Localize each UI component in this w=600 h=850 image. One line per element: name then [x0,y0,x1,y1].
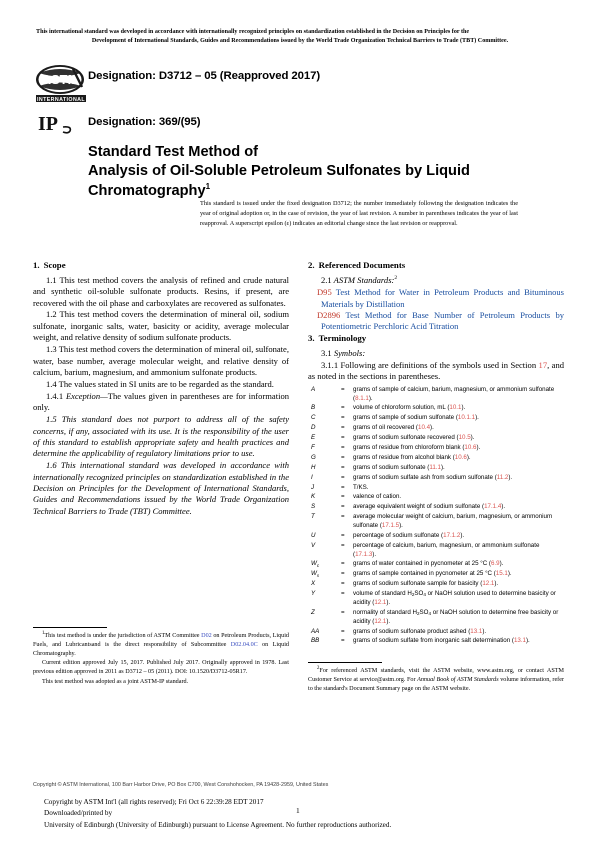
referenced-document-link[interactable] [308,310,564,333]
license-block [44,797,544,831]
symbols-intro-text-b: , and as noted in the sections in parentheses. [308,359,565,382]
symbol-equals-sign: = [341,463,345,471]
title-line-2: Analysis of Oil-Soluble Petroleum Sulfonates by Liquid [88,163,470,180]
wto-header-note [36,28,564,47]
symbol-name: $W_s$ [311,570,320,578]
symbol-definition: valence of cation. [353,493,402,501]
footnote-rule [308,662,382,663]
astm-standards-subheading [308,275,564,286]
symbol-equals-sign: = [341,503,345,511]
footnote-1-text-b: on Petroleum Products, Liquid Fuels, and Lubricantsand is the direct responsibility of Subcommittee [33,633,289,649]
symbol-equals-sign: = [341,570,345,578]
symbol-equals-sign: = [341,637,345,645]
symbol-subscript: c [316,562,320,568]
section-number-referenced-documents: 2. [308,260,315,270]
exception-text: The values given in parentheses are for information only. [33,390,289,413]
copyright-notice: Copyright © ASTM International, 100 Barr Harbor Drive, PO Box C700, West Conshohocken, PA 19428-2959, United States [33,782,329,788]
ip-logo-icon [36,110,80,136]
symbol-row [308,590,564,609]
symbol-definition: grams of sodium sulfate ash from sodium sulfonate (11.2). [353,473,513,481]
page-title [88,143,518,201]
astm-logo-wordmark: INTERNATIONAL [36,96,86,103]
footnote-1 [33,632,289,659]
section-cross-reference[interactable]: 12.1 [482,580,495,588]
referenced-document-link[interactable] [308,287,564,310]
symbol-row [308,414,564,424]
license-line-1: Copyright by ASTM Int'l (all rights reserved); Fri Oct 6 22:39:28 EDT 2017 [44,798,264,806]
annual-book-title: Annual Book of ASTM Standards [417,677,499,684]
symbol-row [308,434,564,444]
symbol-definition: grams of sodium sulfonate sample for basicity (12.1). [353,580,499,588]
symbol-equals-sign: = [341,424,345,432]
section-title-terminology: Terminology [318,332,367,343]
symbol-row [308,503,564,513]
referenced-document-code[interactable]: D2896 [317,309,341,320]
section-cross-reference[interactable]: 17.1.5 [381,522,400,529]
symbol-definition: volume of chloroform solution, mL (10.1). [353,404,466,412]
symbol-definition: T/KS. [353,483,369,491]
symbol-name: BB [311,637,320,645]
symbol-row [308,464,564,474]
paragraph-1-2: 1.2 This test method covers the determination of mineral oil, sodium sulfonate, inorganic salts, water, basicity or acidity, average molecular weight, and relative density of sodium sulfonate products. [33,309,289,343]
license-line-2: Downloaded/printed by [44,809,113,818]
paragraph-1-4-1-number: 1.4.1 [46,390,64,401]
section-title-referenced-documents: Referenced Documents [318,260,406,270]
symbol-name: Y [311,590,316,598]
subcommittee-d020400c-link[interactable]: D02.04.0C [230,642,258,649]
title-line-3-text: Chromatography [88,182,206,199]
symbol-definition: average equivalent weight of sodium sulfonate (17.1.4). [353,503,506,511]
symbol-equals-sign: = [341,560,345,568]
footnote-block-left [33,620,289,687]
symbols-intro-text-a: Following are definitions of the symbols used in Section [340,359,539,370]
section-number-terminology: 3. [308,332,315,343]
footnote-rule [33,627,107,628]
symbol-equals-sign: = [341,404,345,412]
symbol-definition: grams of oil recovered (10.4). [353,424,434,432]
symbol-name: K [311,493,316,501]
section-cross-reference[interactable]: 11.2 [496,473,509,481]
symbol-equals-sign: = [341,627,345,635]
symbols-table [308,386,564,648]
symbol-equals-sign: = [341,434,345,442]
astm-designation: Designation: D3712 – 05 (Reapproved 2017) [88,70,321,82]
symbol-subscript: s [316,572,320,578]
symbol-definition: grams of sample of calcium, barium, magnesium, or ammonium sulfonate (8.1.1). [353,385,555,402]
paragraph-1-3: 1.3 This test method covers the determination of mineral oil, sulfonate, water, base number, average molecular weight, and relative density of calcium, barium, magnesium, and ammonium sulfonate products. [33,344,289,377]
symbol-row [308,637,564,647]
section-cross-reference[interactable]: 10.4 [418,424,431,432]
footnote-2-text-a: For referenced ASTM standards, visit the ASTM website, www.astm.org, or contact ASTM Customer Service at service@astm.org. For [308,668,564,684]
footnote-2-text-b: volume information, refer to the standard's Document Summary page on the ASTM website. [308,677,564,693]
exception-label: Exception— [65,390,108,401]
paragraph-1-4: 1.4 The values stated in SI units are to be regarded as the standard. [46,378,274,389]
footnote-1-text-a: This test method is under the jurisdiction of ASTM Committee [44,633,202,639]
section-cross-reference[interactable]: 17.1.3 [355,550,373,558]
symbol-row [308,424,564,434]
symbol-name: H [311,463,316,471]
symbol-definition: percentage of calcium, barium, magnesium, or ammonium sulfonate (17.1.3). [353,541,540,558]
footnote-2-marker: 2 [317,665,320,671]
paragraph-1-4-1 [33,391,289,414]
referenced-document-code[interactable]: D95 [317,287,332,298]
astm-logo [33,63,89,105]
symbol-equals-sign: = [341,580,345,588]
symbol-equals-sign: = [341,531,345,539]
symbol-definition: grams of residue from chloroform blank (10.6). [353,443,481,451]
symbol-name: C [311,414,316,422]
symbol-equals-sign: = [341,473,345,481]
symbol-row [308,386,564,405]
subsection-title-symbols: Symbols: [333,347,366,358]
symbol-equals-sign: = [341,541,345,549]
symbol-name: J [311,483,315,491]
section-cross-reference[interactable]: 12.1 [374,598,387,606]
symbol-equals-sign: = [341,493,345,501]
chemical-formula: $H_2SO_4$ [412,608,432,617]
section-cross-reference[interactable]: 8.1.1 [355,394,369,402]
svg-text:IP: IP [38,113,58,135]
symbol-definition: grams of sodium sulfonate product ashed (13.1). [353,627,487,635]
symbol-row [308,628,564,638]
footnote-block-right [308,655,564,694]
symbol-definition: grams of sample contained in pycnometer at 25 °C (15.1). [353,570,512,578]
paragraph-3-1-1-number: 3.1.1 [321,359,339,370]
symbol-equals-sign: = [341,513,345,521]
ip-logo [36,110,80,136]
referenced-document-title[interactable]: Test Method for Base Number of Petroleum Products by Potentiometric Perchloric Acid Titration [321,309,564,332]
footnote-1-marker: 1 [42,630,45,636]
symbol-name: V [311,541,316,549]
section-cross-reference[interactable]: 10.6 [454,453,467,461]
symbol-name: A [311,385,316,393]
committee-d02-link[interactable]: D02 [201,633,212,639]
symbol-row [308,609,564,628]
symbol-name: X [311,580,316,588]
symbol-row [308,474,564,484]
symbol-name: U [311,531,316,539]
section-cross-reference[interactable]: 13.1 [513,637,526,645]
symbol-row [308,542,564,561]
symbol-name: S [311,503,316,511]
symbol-row [308,484,564,494]
symbol-name: F [311,443,315,451]
footnote-1-text-c: on Liquid Chromatography. [33,642,289,658]
symbol-definition: grams of sodium sulfonate recovered (10.5). [353,434,475,442]
left-column [33,260,289,517]
symbol-row [308,580,564,590]
symbol-name: AA [311,627,320,635]
section-cross-reference[interactable]: 12.1 [374,617,387,625]
symbol-definition: grams of sample of sodium sulfonate (10.1.1). [353,414,479,422]
section-17-reference[interactable]: 17 [538,359,548,370]
astm-standards-footnote-marker: 2 [394,274,398,281]
footnote-2 [308,667,564,694]
footnote-joint-standard-note: This test method was adopted as a joint ASTM-IP standard. [42,678,189,685]
symbol-row [308,444,564,454]
symbol-equals-sign: = [341,483,345,491]
section-cross-reference[interactable]: 10.1.1 [457,414,476,422]
symbol-row [308,454,564,464]
symbols-subheading [308,348,564,359]
symbol-name: Z [311,608,315,616]
title-line-1: Standard Test Method of [88,144,258,160]
symbol-name: E [311,434,316,442]
standard-issue-note: This standard is issued under the fixed designation D3712; the number immediately following the designation indicates the year of original adoption or, in the case of revision, the year of last revision. A number in parentheses indicates the year of last reapproval. A superscript epsilon (ε) indicates an editorial change since the last revision or reapproval. [200,200,518,228]
section-cross-reference[interactable]: 17.1.2 [443,531,461,539]
section-cross-reference[interactable]: 10.6 [464,443,477,451]
symbol-equals-sign: = [341,453,345,461]
svg-text:ASTM: ASTM [41,72,79,87]
symbol-row [308,493,564,503]
page-number: 1 [296,806,300,815]
ip-designation: Designation: 369/(95) [88,116,201,128]
symbol-definition: normality of standard $H_2SO_4$ or NaOH solution to determine free basicity or acidity (12.1). [353,608,559,625]
symbol-name: D [311,424,316,432]
symbol-row [308,570,564,580]
symbol-equals-sign: = [341,414,345,422]
license-line-3: University of Edinburgh (University of Edinburgh) pursuant to License Agreement. No further reproductions authorized. [44,820,392,829]
section-heading-terminology [308,333,564,345]
symbol-name: $W_c$ [311,560,320,568]
wto-note-line1: This international standard was developed in accordance with internationally recognized principles on standardization established in the Decision on Principles for the [36,29,470,35]
section-cross-reference[interactable]: 17.1.4 [484,503,502,511]
section-title-scope: Scope [43,260,66,270]
title-footnote-marker: 1 [205,181,211,191]
referenced-document-title[interactable]: Test Method for Water in Petroleum Products and Bituminous Materials by Distillation [321,287,564,309]
subsection-number-3-1: 3.1 [321,347,332,358]
symbol-definition: percentage of sodium sulfonate (17.1.2). [353,531,465,539]
symbol-row [308,513,564,532]
paragraph-1-5: 1.5 This standard does not purport to address all of the safety concerns, if any, associated with its use. It is the responsibility of the user of this standard to establish appropriate safety and health practices and determine the applicability of regulatory limitations prior to use. [33,414,289,459]
subsection-number-2-1: 2.1 [321,274,332,285]
subsection-title-astm-standards: ASTM Standards: [333,274,395,285]
section-number-scope: 1. [33,260,40,270]
symbol-row [308,404,564,414]
section-cross-reference[interactable]: 11.1 [429,463,441,471]
section-heading-referenced-documents [308,260,564,272]
section-cross-reference[interactable]: 10.1 [449,404,462,412]
symbol-row [308,560,564,570]
symbol-equals-sign: = [341,443,345,451]
footnote-edition-info: Current edition approved July 15, 2017. Published July 2017. Originally approved in 1978. Last previous edition approved in 2011 as D3712 – 05 (2011). DOI: 10.1520/D3712-05R17. [33,660,289,676]
section-cross-reference[interactable]: 10.5 [458,434,471,442]
chemical-formula: $H_2SO_4$ [407,590,426,598]
astm-logo-icon [33,63,89,105]
symbol-name: T [311,513,315,521]
symbol-name: B [311,404,316,412]
section-cross-reference[interactable]: 6.9 [490,560,500,568]
symbol-definition: grams of sodium sulfonate (11.1). [353,463,445,471]
symbol-name: I [311,473,313,481]
right-column [308,260,564,647]
section-cross-reference[interactable]: 13.1 [470,627,483,635]
symbol-definition: grams of residue from alcohol blank (10.6). [353,453,471,461]
symbol-definition: grams of water contained in pycnometer at 25 °C (6.9). [353,560,504,568]
wto-note-line2: Development of International Standards, Guides and Recommendations issued by the World Trade Organization Technical Barriers to Trade (TBT) Committee. [91,38,509,45]
symbol-definition: grams of sodium sulfate from inorganic salt determination (13.1). [353,637,530,645]
symbol-name: G [311,453,316,461]
symbol-equals-sign: = [341,590,345,598]
symbol-definition: volume of standard $H_2SO_4$ or NaOH solution used to determine basicity or acidity (12.1). [353,590,556,606]
paragraph-1-1: 1.1 This test method covers the analysis of refined and crude natural and synthetic oil-soluble sulfonate products. Resins, if present, are recovered with the oil phase and carboxylates are recovered as sulfonates. [33,274,289,308]
section-cross-reference[interactable]: 15.1 [495,570,508,578]
paragraph-3-1-1 [308,360,564,383]
symbol-definition: average molecular weight of calcium, barium, magnesium, or ammonium sulfonate (17.1.5). [353,513,553,529]
paragraph-1-6: 1.6 This international standard was developed in accordance with internationally recognized principles on standardization established in the Decision on Principles for the Development of International Standards, Guides and Recommendations issued by the World Trade Organization Technical Barriers to Trade (TBT) Committee. [33,460,289,516]
symbol-row [308,532,564,542]
symbol-equals-sign: = [341,385,345,393]
section-heading-scope [33,260,289,272]
symbol-equals-sign: = [341,608,345,616]
